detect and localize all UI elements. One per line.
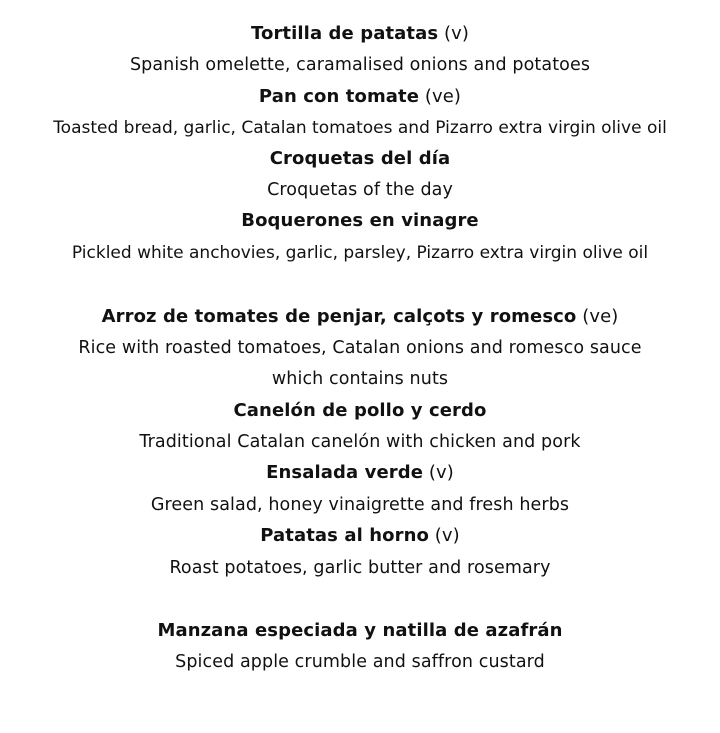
dish-name: Pan con tomate [258,86,420,107]
dish-description: Spanish omelette, caramalised onions and potatoes [129,55,591,75]
dish-title [0,460,720,486]
dish-name: Tortilla de patatas [251,23,439,44]
dish-description: Croquetas of the day [267,180,453,200]
dietary-tag: (ve) [419,86,462,107]
dish-name: Croquetas del día [269,148,451,169]
dietary-tag: (v) [428,525,460,546]
dish-title [0,618,720,644]
dish-description: Roast potatoes, garlic butter and rosemary [169,558,551,578]
dish-title [0,304,720,330]
dish-name: Boquerones en vinagre [241,210,479,231]
dish-description: Toasted bread, garlic, Catalan tomatoes and Pizarro extra virgin olive oil [53,118,667,138]
dietary-tag: (v) [438,23,469,44]
dish-description: Pickled white anchovies, garlic, parsley, Pizarro extra virgin olive oil [71,243,649,263]
dish-description: which contains nuts [271,369,449,389]
dish-name: Manzana especiada y natilla de azafrán [157,620,563,641]
dish-title [0,208,720,234]
dish-description: Spiced apple crumble and saffron custard [175,652,545,672]
dish-description: Traditional Catalan canelón with chicken and pork [139,432,581,452]
dish-title [0,146,720,172]
dietary-tag: (ve) [576,306,619,327]
dish-name: Canelón de pollo y cerdo [233,400,487,421]
dish-title [0,523,720,549]
dish-title [0,21,720,47]
dietary-tag: (v) [423,462,454,483]
dish-description: Rice with roasted tomatoes, Catalan onions and romesco sauce [78,338,642,358]
dish-name: Ensalada verde [266,462,424,483]
dish-title [0,84,720,110]
dish-description: Green salad, honey vinaigrette and fresh herbs [150,495,570,515]
dish-title [0,398,720,424]
dish-name: Patatas al horno [260,525,429,546]
dish-name: Arroz de tomates de penjar, calçots y romesco [101,306,577,327]
